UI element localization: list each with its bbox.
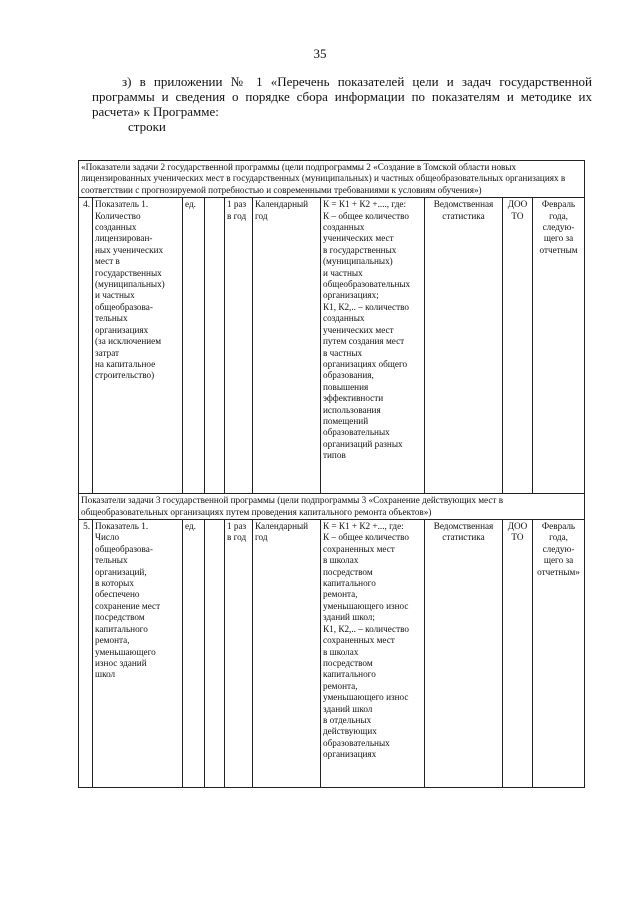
- cell-line: щего за: [543, 555, 574, 566]
- cell-line: ученических мест: [323, 233, 394, 244]
- formula-cell: [321, 520, 425, 788]
- indicator-cell: [93, 520, 183, 788]
- cell-line: Показатель 1.: [95, 199, 149, 210]
- cell-line: К = К1 + К2 +..., где:: [323, 521, 404, 532]
- cell-line: капитального: [323, 578, 376, 589]
- cell-line: сохранение мест: [95, 600, 161, 611]
- cell-line: капитального: [323, 669, 376, 680]
- cell-line: год: [255, 210, 268, 221]
- cell-line: 1 раз: [227, 199, 247, 210]
- cell-line: организациях;: [323, 290, 379, 301]
- cell-line: ремонта,: [95, 635, 130, 646]
- cell-line: сохраненных мест: [323, 543, 395, 554]
- section-2-header: «Показатели задачи 2 государственной программы (цели подпрограммы 2 «Создание в Томской области новых лицензированных ученических мест в государственных (муниципальных) и частных общеобразовательных организациях в соответствии с прогнозируемой потребностью и современными требованиями к условиям обучения»): [79, 161, 585, 198]
- cell-line: (муниципальных): [95, 279, 165, 290]
- cell-line: зданий школ;: [323, 612, 375, 623]
- cell-line: затрат: [95, 347, 120, 358]
- cell-line: К1, К2,.. – количество: [323, 301, 409, 312]
- cell-line: общеобразовательных: [323, 279, 411, 290]
- intro-paragraph: [92, 74, 592, 134]
- cell-line: К = К1 + К2 +...., где:: [323, 199, 406, 210]
- cell-line: использования: [323, 404, 381, 415]
- cell-line: строительство): [95, 370, 155, 381]
- cell-line: статистика: [442, 210, 485, 221]
- cell-line: лицензирован-: [95, 233, 153, 244]
- empty-cell: [205, 520, 225, 788]
- cell-line: в год: [227, 210, 247, 221]
- responsible-cell: [503, 198, 533, 494]
- deadline-cell: [533, 520, 585, 788]
- page-number: 35: [313, 46, 327, 61]
- period-type-cell: [253, 520, 321, 788]
- cell-line: следую-: [542, 543, 575, 554]
- cell-line: Календарный: [255, 199, 309, 210]
- cell-line: (муниципальных): [323, 256, 393, 267]
- cell-line: мест в: [95, 256, 120, 267]
- cell-line: ремонта,: [323, 589, 358, 600]
- cell-line: созданных: [323, 222, 365, 233]
- cell-line: в год: [227, 532, 247, 543]
- frequency-cell: [225, 198, 253, 494]
- cell-line: уменьшающего износ: [323, 692, 409, 703]
- cell-line: повышения: [323, 381, 369, 392]
- cell-line: образовательных: [323, 737, 390, 748]
- cell-line: созданных: [95, 222, 137, 233]
- cell-line: в отдельных: [323, 714, 372, 725]
- table-row: [79, 520, 585, 788]
- cell-line: К1, К2,.. – количество: [323, 623, 409, 634]
- cell-line: и частных: [323, 267, 363, 278]
- cell-line: Количество: [95, 210, 141, 221]
- cell-line: в которых: [95, 578, 134, 589]
- cell-line: и частных: [95, 290, 135, 301]
- section-3-header-row: [79, 494, 585, 520]
- cell-line: тельных: [95, 555, 128, 566]
- cell-line: в частных: [323, 347, 363, 358]
- cell-line: следую-: [542, 222, 575, 233]
- cell-line: в государственных: [323, 244, 397, 255]
- empty-cell: [205, 198, 225, 494]
- cell-line: эффективности: [323, 393, 384, 404]
- cell-line: К – общее количество: [323, 532, 409, 543]
- cell-line: зданий школ: [323, 703, 373, 714]
- cell-line: Календарный: [255, 521, 309, 532]
- cell-line: статистика: [442, 532, 485, 543]
- indicators-table: [78, 160, 585, 788]
- row-number: 5.: [79, 520, 93, 788]
- cell-line: в школах: [323, 646, 359, 657]
- unit-cell: ед.: [183, 520, 205, 788]
- cell-line: организациях: [323, 749, 377, 760]
- cell-line: обеспечено: [95, 589, 140, 600]
- cell-line: отчетным»: [537, 566, 580, 577]
- cell-line: капитального: [95, 623, 148, 634]
- cell-line: года,: [549, 532, 568, 543]
- cell-line: организациях общего: [323, 358, 408, 369]
- cell-line: образовательных: [323, 427, 390, 438]
- intro-text: з) в приложении № 1 «Перечень показателей цели и задач государственной программы и сведения о порядке сбора информации по показателям и методике их расчета» к Программе:: [92, 74, 592, 119]
- cell-line: помещений: [323, 415, 369, 426]
- cell-line: общеобразова-: [95, 543, 153, 554]
- cell-line: общеобразова-: [95, 301, 153, 312]
- cell-line: года,: [549, 210, 568, 221]
- cell-line: год: [255, 532, 268, 543]
- frequency-cell: [225, 520, 253, 788]
- cell-line: тельных: [95, 313, 128, 324]
- cell-line: 1 раз: [227, 521, 247, 532]
- cell-line: уменьшающего: [95, 646, 156, 657]
- cell-line: посредством: [323, 566, 373, 577]
- period-type-cell: [253, 198, 321, 494]
- cell-line: организаций разных: [323, 438, 403, 449]
- cell-line: путем создания мест: [323, 336, 405, 347]
- cell-line: ученических мест: [323, 324, 394, 335]
- cell-line: ДОО: [507, 521, 528, 532]
- source-cell: [425, 520, 503, 788]
- section-3-header: Показатели задачи 3 государственной программы (цели подпрограммы 3 «Сохранение действующих мест в общеобразовательных организациях путем проведения капитального ремонта объектов»): [79, 494, 585, 520]
- cell-line: уменьшающего износ: [323, 600, 409, 611]
- formula-cell: [321, 198, 425, 494]
- cell-line: школ: [95, 669, 116, 680]
- cell-line: (за исключением: [95, 336, 162, 347]
- cell-line: созданных: [323, 313, 365, 324]
- unit-cell: ед.: [183, 198, 205, 494]
- intro-rows-word: строки: [128, 119, 166, 134]
- cell-line: ТО: [511, 210, 524, 221]
- responsible-cell: [503, 520, 533, 788]
- cell-line: посредством: [95, 612, 145, 623]
- cell-line: Показатель 1.: [95, 521, 149, 532]
- cell-line: государственных: [95, 267, 162, 278]
- cell-line: щего за: [543, 233, 574, 244]
- indicator-cell: [93, 198, 183, 494]
- cell-line: Ведомственная: [433, 199, 494, 210]
- cell-line: организациях: [95, 324, 149, 335]
- source-cell: [425, 198, 503, 494]
- cell-line: Ведомственная: [433, 521, 494, 532]
- cell-line: износ зданий: [95, 657, 147, 668]
- cell-line: типов: [323, 450, 346, 461]
- cell-line: образования,: [323, 370, 374, 381]
- table-row: [79, 198, 585, 494]
- cell-line: сохраненных мест: [323, 635, 395, 646]
- deadline-cell: [533, 198, 585, 494]
- cell-line: ных ученических: [95, 244, 164, 255]
- cell-line: Февраль: [541, 521, 576, 532]
- section-2-header-row: [79, 161, 585, 198]
- cell-line: К – общее количество: [323, 210, 409, 221]
- cell-line: ремонта,: [323, 680, 358, 691]
- cell-line: Февраль: [541, 199, 576, 210]
- cell-line: в школах: [323, 555, 359, 566]
- cell-line: отчетным: [539, 244, 578, 255]
- cell-line: организаций,: [95, 566, 147, 577]
- cell-line: на капитальное: [95, 358, 156, 369]
- cell-line: посредством: [323, 657, 373, 668]
- cell-line: ДОО: [507, 199, 528, 210]
- row-number: 4.: [79, 198, 93, 494]
- cell-line: ТО: [511, 532, 524, 543]
- cell-line: действующих: [323, 726, 377, 737]
- cell-line: Число: [95, 532, 120, 543]
